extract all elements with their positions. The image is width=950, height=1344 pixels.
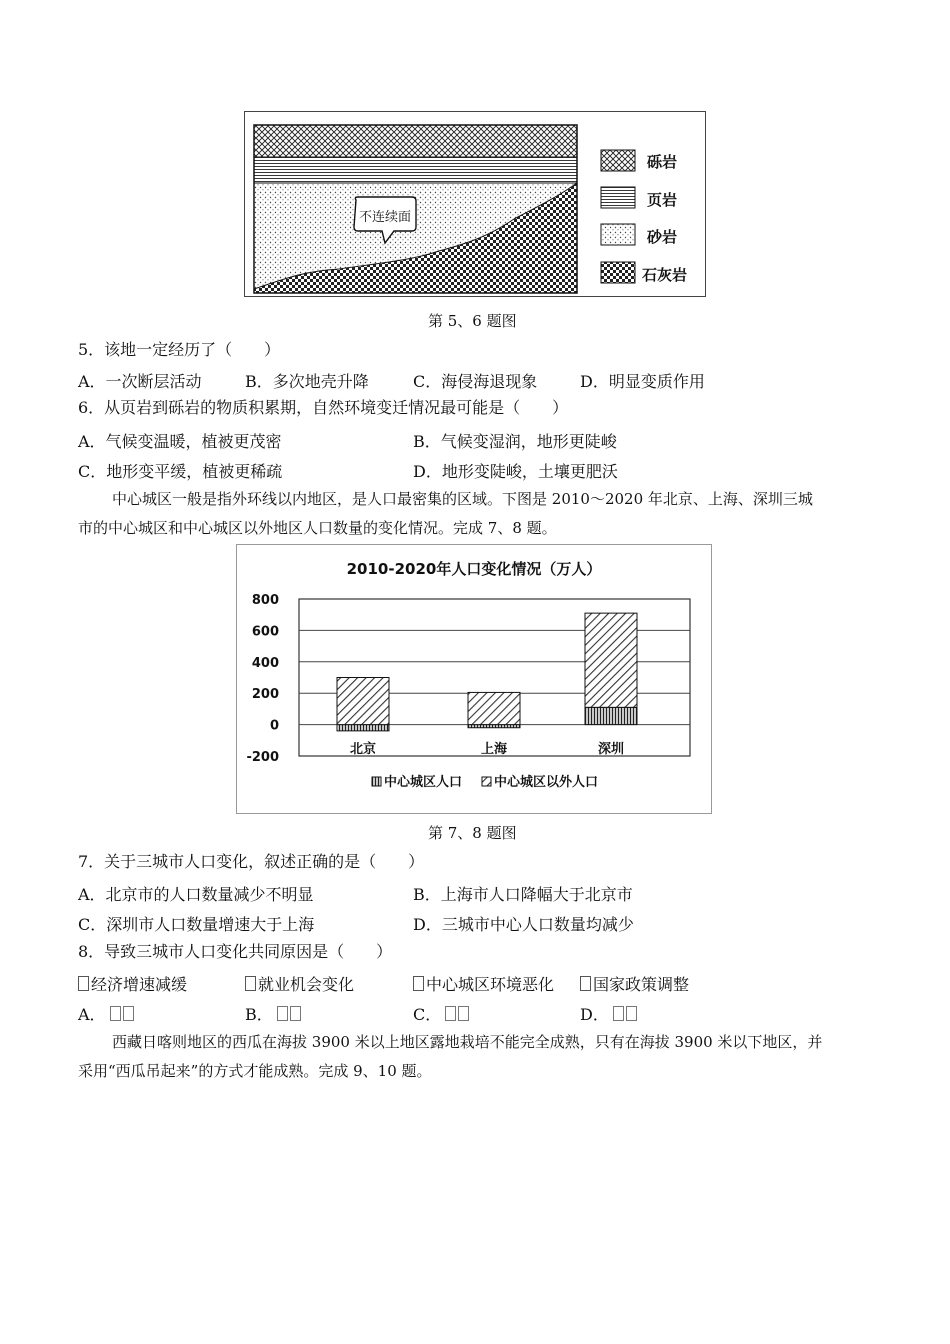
- question-7-option-b[interactable]: B．上海市人口降幅大于北京市: [413, 885, 633, 904]
- passage-9-10-line-2: 采用“西瓜吊起来”的方式才能成熟。完成 9、10 题。: [78, 1062, 432, 1080]
- question-8-stem: 8．导致三城市人口变化共同原因是（ ）: [78, 942, 393, 961]
- y-tick-label: 400: [251, 655, 279, 671]
- unconformity-label: 不连续面: [358, 210, 411, 225]
- passage-9-10-line-1: 西藏日喀则地区的西瓜在海拔 3900 米以上地区露地栽培不能完全成熟，只有在海拔 3900 米以下地区，并: [112, 1033, 823, 1051]
- bar-outer-2: [585, 613, 637, 707]
- figure-caption-7-8: 第 7、8 题图: [428, 824, 517, 842]
- legend-swatch-limestone: [601, 262, 635, 283]
- legend-label-gravel: 砾岩: [647, 153, 678, 171]
- legend-swatch-sandstone: [601, 224, 635, 245]
- geology-diagram: [244, 111, 706, 297]
- population-chart-svg: [236, 544, 712, 814]
- missing-glyph-icon: [458, 1006, 469, 1021]
- question-5-option-d[interactable]: D．明显变质作用: [580, 372, 705, 391]
- y-tick-label: -200: [246, 750, 279, 765]
- circled-number-icon: [245, 976, 256, 991]
- chart-title: 2010-2020年人口变化情况（万人）: [346, 560, 602, 578]
- missing-glyph-icon: [277, 1006, 288, 1021]
- missing-glyph-icon: [626, 1006, 637, 1021]
- question-8-factor-3: 中心城区环境恶化: [413, 972, 554, 995]
- question-6-option-d[interactable]: D．地形变陡峻，土壤更肥沃: [413, 462, 618, 481]
- question-6-stem: 6．从页岩到砾岩的物质积累期，自然环境变迁情况最可能是（ ）: [78, 398, 569, 417]
- legend-swatch-gravel: [601, 150, 635, 171]
- legend-label-sandstone: 砂岩: [647, 228, 678, 246]
- question-7-option-c[interactable]: C．深圳市人口数量增速大于上海: [78, 915, 315, 934]
- shale-layer: [254, 157, 577, 183]
- gravel-layer: [254, 125, 577, 157]
- question-5-option-b[interactable]: B．多次地壳升降: [245, 372, 369, 391]
- question-7-stem: 7．关于三城市人口变化，叙述正确的是（ ）: [78, 852, 425, 871]
- question-8-option-c[interactable]: C．: [413, 1002, 469, 1025]
- legend-swatch-center: [372, 777, 381, 786]
- missing-glyph-icon: [613, 1006, 624, 1021]
- bar-center-2: [585, 707, 637, 724]
- question-8-factor-4: 国家政策调整: [580, 972, 689, 995]
- circled-number-icon: [78, 976, 89, 991]
- question-8-option-a[interactable]: A．: [78, 1002, 134, 1025]
- circled-number-icon: [580, 976, 591, 991]
- x-category-label: 深圳: [597, 742, 625, 757]
- bar-outer-0: [337, 678, 389, 725]
- question-8-factor-2: 就业机会变化: [245, 972, 354, 995]
- question-6-option-c[interactable]: C．地形变平缓，植被更稀疏: [78, 462, 283, 481]
- question-7-option-d[interactable]: D．三城市中心人口数量均减少: [413, 915, 634, 934]
- question-6-option-b[interactable]: B．气候变湿润，地形更陡峻: [413, 432, 617, 451]
- legend-swatch-shale: [601, 187, 635, 208]
- missing-glyph-icon: [123, 1006, 134, 1021]
- population-chart: [236, 544, 712, 814]
- missing-glyph-icon: [290, 1006, 301, 1021]
- x-category-label: 上海: [480, 742, 508, 757]
- geology-figure: [244, 111, 706, 297]
- question-7-option-a[interactable]: A．北京市的人口数量减少不明显: [78, 885, 314, 904]
- bar-outer-1: [468, 692, 520, 724]
- legend-swatch-outer: [482, 777, 491, 786]
- missing-glyph-icon: [445, 1006, 456, 1021]
- question-5-option-a[interactable]: A．一次断层活动: [78, 372, 202, 391]
- legend-label-outer: 中心城区以外人口: [494, 775, 599, 790]
- question-5-option-c[interactable]: C．海侵海退现象: [413, 372, 538, 391]
- figure-caption-5-6: 第 5、6 题图: [428, 312, 517, 330]
- question-5-stem: 5．该地一定经历了（ ）: [78, 340, 281, 359]
- legend-label-shale: 页岩: [647, 191, 678, 209]
- question-6-option-a[interactable]: A．气候变温暖，植被更茂密: [78, 432, 282, 451]
- legend-label-center: 中心城区人口: [384, 775, 463, 790]
- bar-center-0: [337, 725, 389, 731]
- circled-number-icon: [413, 976, 424, 991]
- passage-7-8-line-2: 市的中心城区和中心城区以外地区人口数量的变化情况。完成 7、8 题。: [78, 519, 557, 537]
- question-8-option-b[interactable]: B．: [245, 1002, 301, 1025]
- question-8-factor-1: 经济增速减缓: [78, 972, 187, 995]
- y-tick-label: 800: [251, 593, 279, 608]
- legend-label-limestone: 石灰岩: [642, 266, 688, 284]
- x-category-label: 北京: [349, 742, 377, 757]
- y-tick-label: 0: [269, 718, 279, 734]
- question-8-option-d[interactable]: D．: [580, 1002, 637, 1025]
- missing-glyph-icon: [110, 1006, 121, 1021]
- y-tick-label: 600: [251, 624, 279, 640]
- passage-7-8-line-1: 中心城区一般是指外环线以内地区，是人口最密集的区域。下图是 2010～2020 年北京、上海、深圳三城: [112, 490, 813, 508]
- y-tick-label: 200: [251, 687, 279, 703]
